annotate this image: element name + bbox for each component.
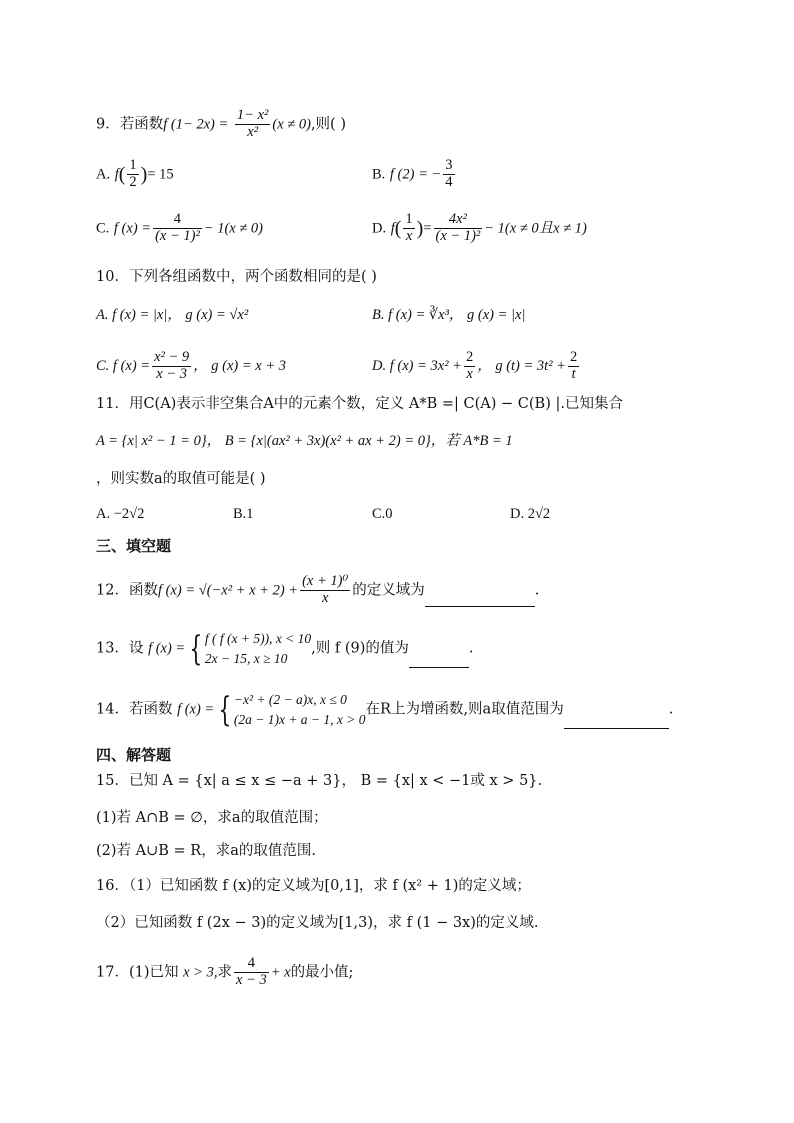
q9-option-c <box>96 212 263 245</box>
q11-c: C.0 <box>372 506 393 522</box>
q13-answer-blank[interactable] <box>409 653 469 668</box>
q9-a-fn: f <box>114 166 119 183</box>
q9-c-fn: f (x) = <box>113 220 152 237</box>
q11-a: A. −2√2 <box>96 506 145 522</box>
q9-a-rhs: = 15 <box>147 166 174 183</box>
q14-case2: (2a − 1)x + a − 1, x > 0 <box>233 711 366 727</box>
q14-case1: −x² + (2 − a)x, x ≤ 0 <box>233 692 347 707</box>
q10-c-rhs: ， g (x) = x + 3 <box>193 357 287 374</box>
q17-rhs: + x <box>270 964 291 981</box>
q9-prefix: 9．若函数 <box>96 116 164 133</box>
section4-title: 四、解答题 <box>96 746 172 764</box>
q12-den: x <box>321 589 329 606</box>
q9-a-label: A. <box>96 166 111 183</box>
q9-option-d: D. f( $\frac{1}{x}$ )= $\frac{\text{4x²}}{\text{(x − 1)²}}$ − 1(x ≠ 0且x ≠ 1) <box>372 211 587 244</box>
q14-suffix: 在R上为增函数,则a取值范围为 <box>365 701 564 718</box>
q17-den: x − 3 <box>235 971 267 988</box>
q9-b-num: 3 <box>445 157 453 173</box>
q11-line-1 <box>96 397 623 412</box>
q14-expr: f (x) = <box>177 701 215 718</box>
q10-option-c <box>96 350 286 383</box>
q16-line1: 16．（1）已知函数 f (x)的定义域为[0,1]，求 f (x² + 1)的定义域； <box>96 878 531 894</box>
q9-expr-lhs: f (1− 2x) = <box>163 116 229 133</box>
q9-d-fn: f <box>390 220 395 237</box>
q11-line3: ，则实数a的取值可能是( ) <box>96 471 266 487</box>
section3-title: 三、填空题 <box>96 537 172 555</box>
q9-frac-den: x² <box>247 123 259 140</box>
q17-cond: x > 3, <box>183 964 218 981</box>
q11-line2: A = {x| x² − 1 = 0}， B = {x|(ax² + 3x)(x² + ax + 2) = 0}，若 A*B = 1 <box>96 433 513 449</box>
q9-b-fn: f (2) = − <box>389 166 442 183</box>
question-9-stem <box>96 108 346 141</box>
q10-d-den1: x <box>466 365 473 382</box>
section-answer-heading <box>96 748 171 763</box>
q11-d: D. 2√2 <box>510 506 551 522</box>
q11-option-a <box>96 507 144 522</box>
q10-c-label: C. f (x) = <box>96 357 151 374</box>
q11-line-3 <box>96 472 266 487</box>
q9-option-a: A. f( $\frac{1}{2}$ )= 15 <box>96 157 174 190</box>
q9-a-num: 1 <box>129 157 137 173</box>
q15-line-2 <box>96 811 328 826</box>
q11-option-c <box>372 507 393 522</box>
q13-case1: f ( f (x + 5)), x < 10 <box>204 631 312 646</box>
q11-option-d <box>510 507 550 522</box>
q13-expr: f (x) = <box>148 640 186 657</box>
q11-line1: 11．用C(A)表示非空集合A中的元素个数，定义 A*B =| C(A) − C(B) |.已知集合 <box>96 396 623 412</box>
question-13: 13．设 f (x) = { f ( f (x + 5)), x < 10 2x − 15, x ≥ 10 ,则 f (9)的值为 . <box>96 628 474 669</box>
q13-prefix: 13．设 <box>96 640 144 657</box>
q17-suffix: 的最小值; <box>290 964 354 981</box>
q17-num: 4 <box>234 956 269 973</box>
q15-line2: (1)若 A∩B = ∅，求a的取值范围； <box>96 810 328 826</box>
q16-line2: （2）已知函数 f (2x − 3)的定义域为[1,3)，求 f (1 − 3x)的定义域. <box>96 915 539 931</box>
q15-line-1 <box>96 774 542 789</box>
q10-c-num: x² − 9 <box>154 349 190 365</box>
q9-c-num: 4 <box>153 212 202 229</box>
q10-d-den2: t <box>571 365 576 382</box>
q12-num: (x + 1)⁰ <box>302 573 349 589</box>
q10-d-label: D. f (x) = 3x² + <box>372 357 462 374</box>
q11-option-b <box>233 507 254 522</box>
question-10-stem <box>96 270 377 285</box>
q16-line-1 <box>96 879 531 894</box>
q15-line3: (2)若 A∪B = R，求a的取值范围. <box>96 843 316 859</box>
q14-prefix: 14．若函数 <box>96 701 173 718</box>
q13-case2: 2x − 15, x ≥ 10 <box>204 650 288 666</box>
q9-d-eq: = <box>423 220 432 237</box>
q12-expr: f (x) = √(−x² + x + 2) + <box>157 582 299 599</box>
q13-suffix: ,则 f (9)的值为 <box>311 640 409 657</box>
q9-d-num: 4x² <box>434 212 483 229</box>
q9-b-den: 4 <box>445 173 453 190</box>
q17-mid: 求 <box>217 964 232 981</box>
q9-c-den: (x − 1)² <box>155 227 200 244</box>
q9-d-rhs: − 1(x ≠ 0且x ≠ 1) <box>484 220 587 237</box>
q9-condition: (x ≠ 0) <box>272 116 311 133</box>
q12-prefix: 12．函数 <box>96 582 158 599</box>
q9-fraction <box>235 108 270 141</box>
question-12: 12．函数f (x) = √(−x² + x + 2) + $\frac{\text{(x + 1)⁰}}{x}$ 的定义域为 . <box>96 573 540 606</box>
q10-option-b <box>372 308 525 323</box>
q10-d-num2: 2 <box>569 349 578 365</box>
q10-b: B. f (x) = ∛x³， g (x) = |x| <box>372 307 526 323</box>
q9-d-label: D. <box>372 220 387 237</box>
q14-answer-blank[interactable] <box>564 714 669 729</box>
q10-option-d <box>372 350 581 383</box>
q9-option-b <box>372 158 457 191</box>
q9-frac-num: 1− x² <box>236 107 269 123</box>
q10-d-mid: ， g (t) = 3t² + <box>477 357 566 374</box>
q10-stem: 10．下列各组函数中，两个函数相同的是( ) <box>96 269 377 285</box>
q9-c-label: C. <box>96 220 110 237</box>
question-17 <box>96 956 353 989</box>
q10-option-a <box>96 308 248 323</box>
q10-d-num1: 2 <box>465 349 474 365</box>
q17-prefix: 17．(1)已知 <box>96 964 179 981</box>
q9-suffix: ,则( ) <box>310 116 346 133</box>
q15-line-3 <box>96 844 316 859</box>
q10-c-den: x − 3 <box>156 365 187 382</box>
q9-b-label: B. <box>372 166 386 183</box>
q9-c-rhs: − 1(x ≠ 0) <box>203 220 264 237</box>
q9-a-den: 2 <box>129 173 137 190</box>
q11-line-2 <box>96 434 513 449</box>
q10-a: A. f (x) = |x|， g (x) = √x² <box>96 307 249 323</box>
question-14: 14．若函数 f (x) = { −x² + (2 − a)x, x ≤ 0 (2a − 1)x + a − 1, x > 0 在R上为增函数,则a取值范围为 . <box>96 689 674 730</box>
q15-line1: 15．已知 A = {x| a ≤ x ≤ −a + 3}， B = {x| x < −1或 x > 5}. <box>96 773 543 789</box>
q9-d-inner-num: 1 <box>405 211 413 227</box>
q9-d-inner-den: x <box>405 227 413 244</box>
q9-d-den: (x − 1)² <box>435 227 481 244</box>
q11-b: B.1 <box>233 506 254 522</box>
q16-line-2 <box>96 916 539 931</box>
q12-suffix: 的定义域为 <box>352 582 425 599</box>
section-fill-in-blank-heading <box>96 539 171 554</box>
q12-answer-blank[interactable] <box>425 592 535 607</box>
